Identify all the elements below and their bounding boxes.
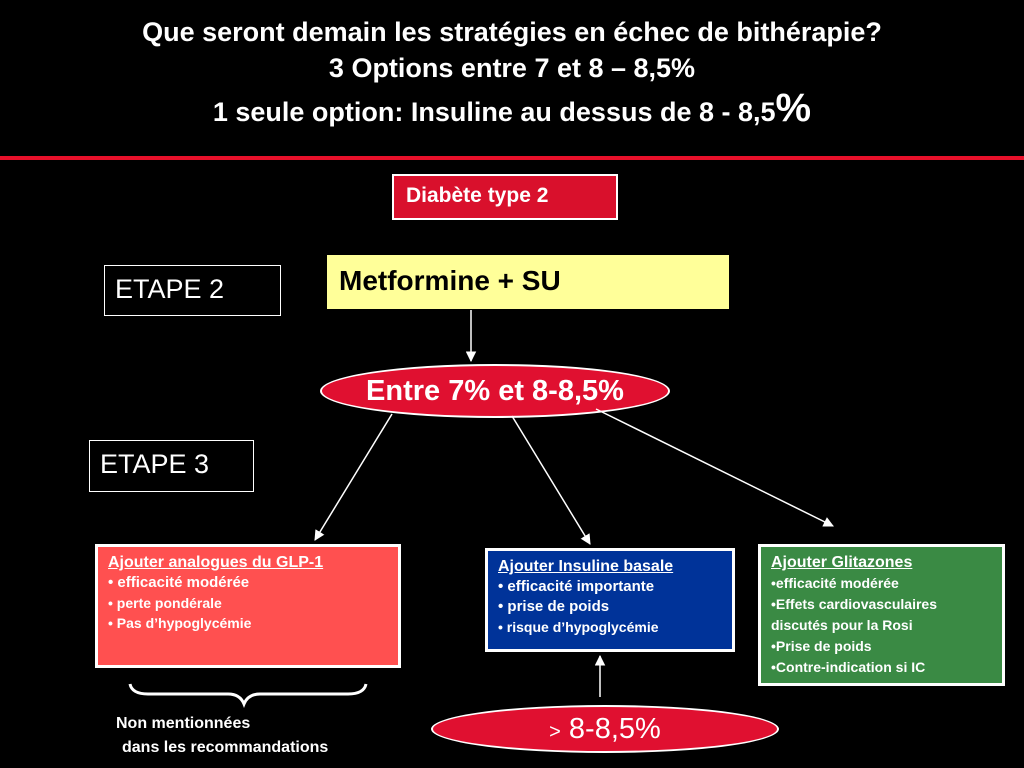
option-glitazones-item: •Prise de poids (771, 638, 872, 654)
option-glp1-item: • Pas d’hypoglycémie (108, 615, 252, 631)
option-glp1-title: Ajouter analogues du GLP-1 (108, 554, 324, 571)
diabete-type-2-box: Diabète type 2 (392, 174, 618, 220)
option-insuline-item: • prise de poids (498, 598, 610, 615)
option-insuline-item: • risque d’hypoglycémie (498, 619, 659, 635)
option-glp1-box (95, 544, 401, 668)
option-glitazones-item: •Effets cardiovasculaires discutés pour la Rosi (771, 596, 937, 633)
option-insuline-title: Ajouter Insuline basale (498, 558, 674, 575)
arrow-range-to-glitazones (596, 409, 833, 526)
title-divider (0, 156, 1024, 160)
option-glp1-item: • perte pondérale (108, 595, 222, 611)
slide-title (0, 14, 1024, 134)
arrow-range-to-glp1 (315, 414, 392, 540)
option-glp1-item: • efficacité modérée (108, 574, 250, 591)
range-7-8-5-ellipse: Entre 7% et 8-8,5% (320, 364, 670, 418)
option-glitazones-item: •Contre-indication si IC (771, 659, 926, 675)
metformine-su-box: Metformine + SU (327, 255, 729, 309)
title-line-3-percent: % (775, 86, 812, 130)
title-line-3 (0, 86, 1024, 134)
range-above-value: 8-8,5% (560, 713, 661, 745)
greater-than-symbol: > (549, 721, 561, 743)
curly-brace (130, 684, 366, 704)
range-above-8-5-ellipse (431, 705, 779, 753)
not-in-guidelines-note (116, 712, 328, 760)
title-line-1: Que seront demain les stratégies en échec de bithérapie? (142, 17, 882, 47)
note-line-2: dans les recommandations (122, 739, 329, 756)
title-line-3-text: 1 seule option: Insuline au dessus de 8 - 8,5 (212, 97, 776, 127)
option-glitazones-title: Ajouter Glitazones (771, 554, 913, 571)
etape-3-label: ETAPE 3 (89, 440, 254, 492)
option-glitazones-box (758, 544, 1005, 686)
etape-2-label: ETAPE 2 (104, 265, 281, 316)
option-glitazones-item: •efficacité modérée (771, 575, 899, 591)
option-insuline-box (485, 548, 735, 652)
arrow-range-to-insuline (512, 416, 590, 544)
note-line-1: Non mentionnées (116, 715, 251, 732)
option-insuline-item: • efficacité importante (498, 578, 655, 595)
title-line-2: 3 Options entre 7 et 8 – 8,5% (328, 53, 696, 83)
